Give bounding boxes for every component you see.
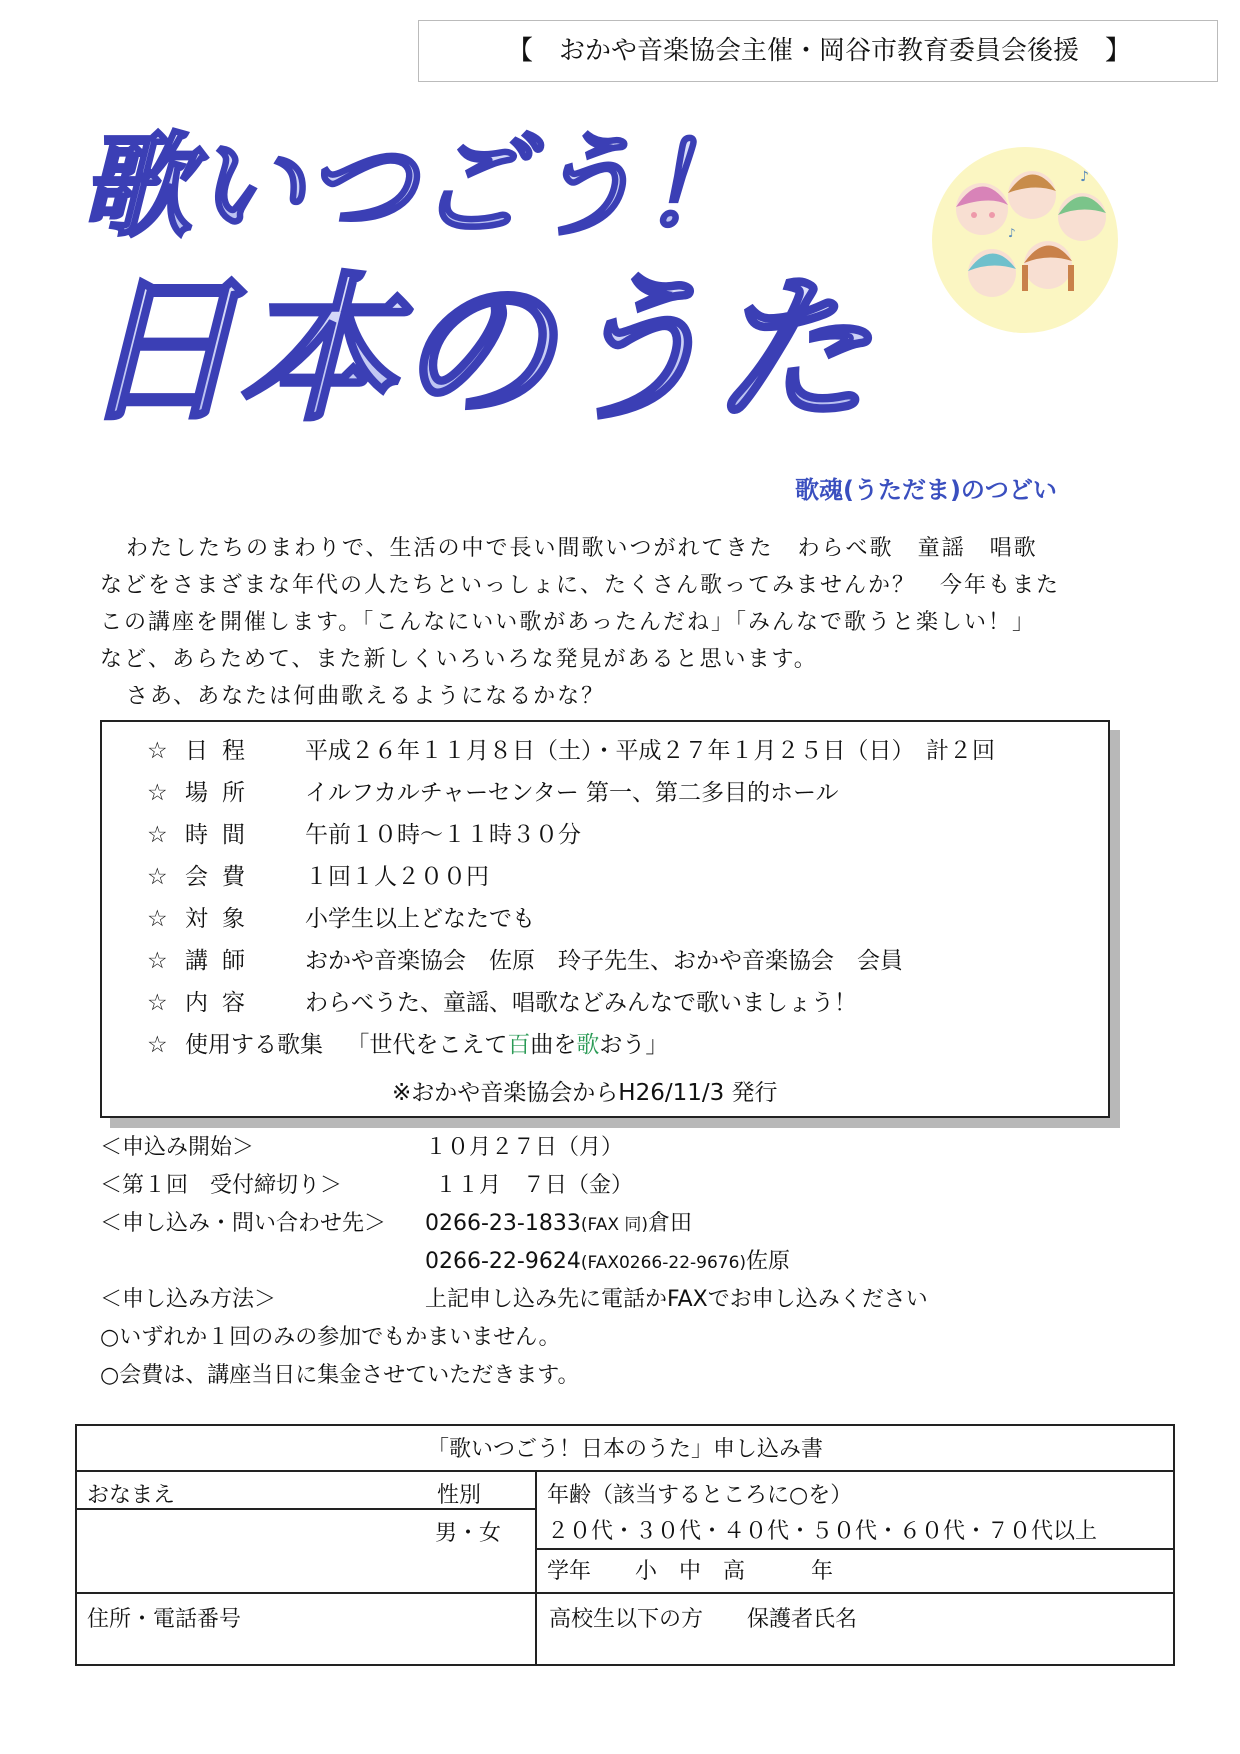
songbook-title: 「世代をこえて百曲を歌おう」 [346,1032,669,1058]
face-2 [1008,171,1056,219]
info-label: 対象 [185,906,259,932]
apply-method-value: 上記申し込み先に電話かFAXでお申し込みください [425,1287,928,1312]
contact-1: 0266-23-1833(FAX 同)倉田 [425,1211,693,1236]
info-value: おかや音楽協会 佐原 玲子先生、おかや音楽協会 会員 [305,948,903,974]
title-line2: 日本のうた [80,259,870,443]
face-4 [968,249,1016,297]
intro-line: この講座を開催します。「こんなにいい歌があったんだね」「みんなで歌うと楽しい！」 [100,610,1037,635]
form-grade[interactable]: 学年 小 中 高 年 [547,1559,834,1584]
apply-contact-label: ＜申し込み・問い合わせ先＞ [100,1211,387,1236]
title-line1: 歌いつごう！ [80,122,752,252]
form-age-label: 年齢（該当するところに○を） [547,1483,853,1508]
star-icon: ☆ [147,1032,168,1058]
intro-line: などをさまざまな年代の人たちといっしょに、たくさん歌ってみませんか？ 今年もまた [100,573,1061,598]
svg-text:♪: ♪ [1080,169,1089,185]
form-address-label: 住所・電話番号 [87,1607,242,1632]
star-icon: ☆ [147,906,168,932]
apply-deadline-label: ＜第１回 受付締切り＞ [100,1173,343,1198]
children-faces-illustration [930,145,1120,335]
songbook-note: ※おかや音楽協会からH26/11/3 発行 [392,1080,778,1106]
note-any-session: ○いずれか１回のみの参加でもかまいません。 [100,1325,561,1350]
form-age-options[interactable]: ２０代・３０代・４０代・５０代・６０代・７０代以上 [547,1519,1098,1544]
info-row-time [147,818,581,852]
intro-text [100,530,1140,715]
event-details-box [100,720,1110,1118]
info-row-content [147,986,857,1020]
form-name-label: おなまえ [87,1483,176,1508]
info-label: 会費 [185,864,259,890]
songbook-label: 使用する歌集 [185,1032,323,1058]
form-gender-label: 性別 [437,1483,482,1508]
note-fee-collection: ○会費は、講座当日に集金させていただきます。 [100,1363,580,1388]
star-icon: ☆ [147,864,168,890]
star-icon: ☆ [147,738,168,764]
info-label: 時間 [185,822,259,848]
info-row-fee [147,860,489,894]
form-guardian-label: 高校生以下の方 保護者氏名 [549,1607,858,1632]
info-label: 場所 [185,780,259,806]
star-icon: ☆ [147,948,168,974]
sponsor-banner: 【 おかや音楽協会主催・岡谷市教育委員会後援 】 [418,20,1218,82]
apply-start-label: ＜申込み開始＞ [100,1135,255,1160]
info-value: １回１人２００円 [305,864,489,890]
subtitle: 歌魂(うただま)のつどい [795,476,1057,504]
application-form [75,1424,1175,1666]
svg-text:♪: ♪ [1008,226,1016,240]
info-value: 小学生以上どなたでも [305,906,535,932]
intro-line: さあ、あなたは何曲歌えるようになるかな？ [126,684,606,709]
info-label: 日程 [185,738,259,764]
info-row-instructor [147,944,903,978]
info-value: 平成２６年１１月８日（土）・平成２７年１月２５日（日） 計２回 [305,738,995,764]
intro-line: など、あらためて、また新しくいろいろな発見があると思います。 [100,647,818,672]
face-1 [956,183,1008,235]
contact-2: 0266-22-9624(FAX0266-22-9676)佐原 [425,1249,791,1274]
face-3 [1058,193,1106,241]
info-label: 講師 [185,948,259,974]
apply-start-value: １０月２７日（月） [425,1135,624,1160]
info-row-songbook [147,1028,668,1062]
form-gender-options[interactable]: 男・女 [435,1521,502,1546]
apply-method-label: ＜申し込み方法＞ [100,1287,277,1312]
star-icon: ☆ [147,780,168,806]
star-icon: ☆ [147,990,168,1016]
title-graphic [60,105,960,445]
info-value: 午前１０時～１１時３０分 [305,822,581,848]
info-value: わらべうた、童謡、唱歌などみんなで歌いましょう！ [305,990,857,1016]
info-label: 内容 [185,990,259,1016]
form-title: 「歌いつごう！日本のうた」申し込み書 [426,1437,823,1462]
info-row-audience [147,902,535,936]
apply-deadline-value: １１月 ７日（金） [435,1173,634,1198]
info-row-schedule [147,734,995,768]
info-value: イルフカルチャーセンター 第一、第二多目的ホール [305,780,839,806]
intro-line: わたしたちのまわりで、生活の中で長い間歌いつがれてきた わらべ歌 童謡 唱歌 [126,536,1038,561]
info-row-venue [147,776,839,810]
star-icon: ☆ [147,822,168,848]
